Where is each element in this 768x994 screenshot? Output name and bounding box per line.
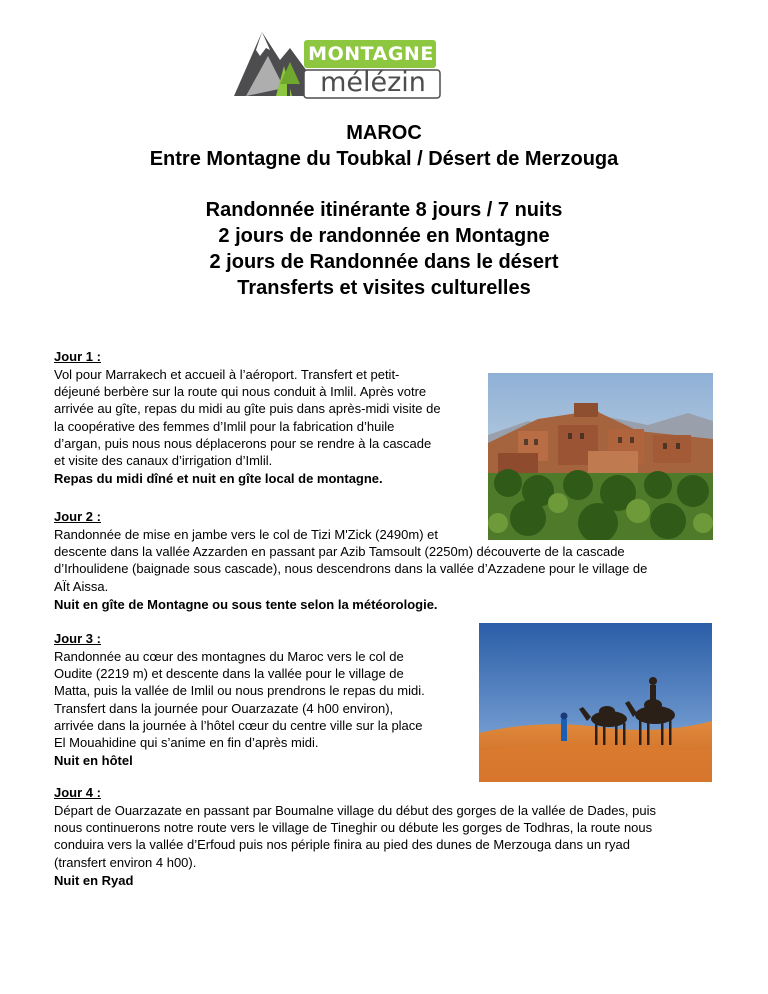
day-4-note: Nuit en Ryad <box>54 873 134 888</box>
day-3-title: Jour 3 : <box>54 631 101 646</box>
title-route: Entre Montagne du Toubkal / Désert de Merzouga <box>149 148 619 170</box>
day-3-note: Nuit en hôtel <box>54 753 133 768</box>
desert-camels-photo <box>479 623 712 782</box>
day-1-note: Repas du midi dîné et nuit en gîte local de montagne. <box>54 471 383 486</box>
page-subtitle <box>0 197 768 301</box>
day-1-title: Jour 1 : <box>54 349 101 364</box>
logo-line1: MONTAGNE <box>308 43 434 65</box>
subtitle-line4: Transferts et visites culturelles <box>237 277 531 299</box>
subtitle-line2: 2 jours de randonnée en Montagne <box>218 225 550 247</box>
kasbah-photo <box>488 373 713 540</box>
day-4-title: Jour 4 : <box>54 785 101 800</box>
subtitle-line1: Randonnée itinérante 8 jours / 7 nuits <box>205 199 563 221</box>
day-3-text: Randonnée au cœur des montagnes du Maroc vers le col de Oudite (2219 m) et descente dans la vallée pour le village de Matta, puis la vallée de Imlil ou nous prendrons le repas du midi. Transfert dans la journée pour Ouarzazate (4 h00 environ), arrivée dans la journée à l’hôtel cœur du centre ville sur la place El Mouahidine qui s’anime en fin d’après midi. <box>54 649 425 751</box>
subtitle-line3: 2 jours de Randonnée dans le désert <box>209 251 559 273</box>
logo-line2: mélézin <box>320 67 426 98</box>
page-title <box>0 120 768 172</box>
logo <box>232 26 444 102</box>
title-country: MAROC <box>346 122 422 144</box>
day-2-text: Randonnée de mise en jambe vers le col de Tizi M'Zick (2490m) et descente dans la vallée Azzarden en passant par Azib Tamsoult (2250m) découverte de la cascade d’Irhoulidene (baignade sous cascade), nous descendrons dans la vallée d’Azzadene pour le village de AÏt Aissa. <box>54 527 648 594</box>
day-2-title: Jour 2 : <box>54 509 101 524</box>
day-2-note: Nuit en gîte de Montagne ou sous tente selon la météorologie. <box>54 597 438 612</box>
day-1-text: Vol pour Marrakech et accueil à l’aéroport. Transfert et petit- déjeuné berbère sur la route qui nous conduit à Imlil. Après votre arrivée au gîte, repas du midi au gîte puis dans après-midi visite de la coopérative des femmes d’Imlil pour la fabrication d’huile d’argan, puis nous nous déplacerons pour se rendre à la cascade et visite des canaux d’irrigation d’Imlil. <box>54 367 441 469</box>
day-4-text: Départ de Ouarzazate en passant par Boumalne village du début des gorges de la vallée de Dades, puis nous continuerons notre route vers le village de Tineghir ou débute les gorges de Todhras, la route nous conduira vers la vallée d’Erfoud puis nos périple finira au pied des dunes de Merzouga dans un ryad (transfert environ 4 h00). <box>54 803 656 870</box>
